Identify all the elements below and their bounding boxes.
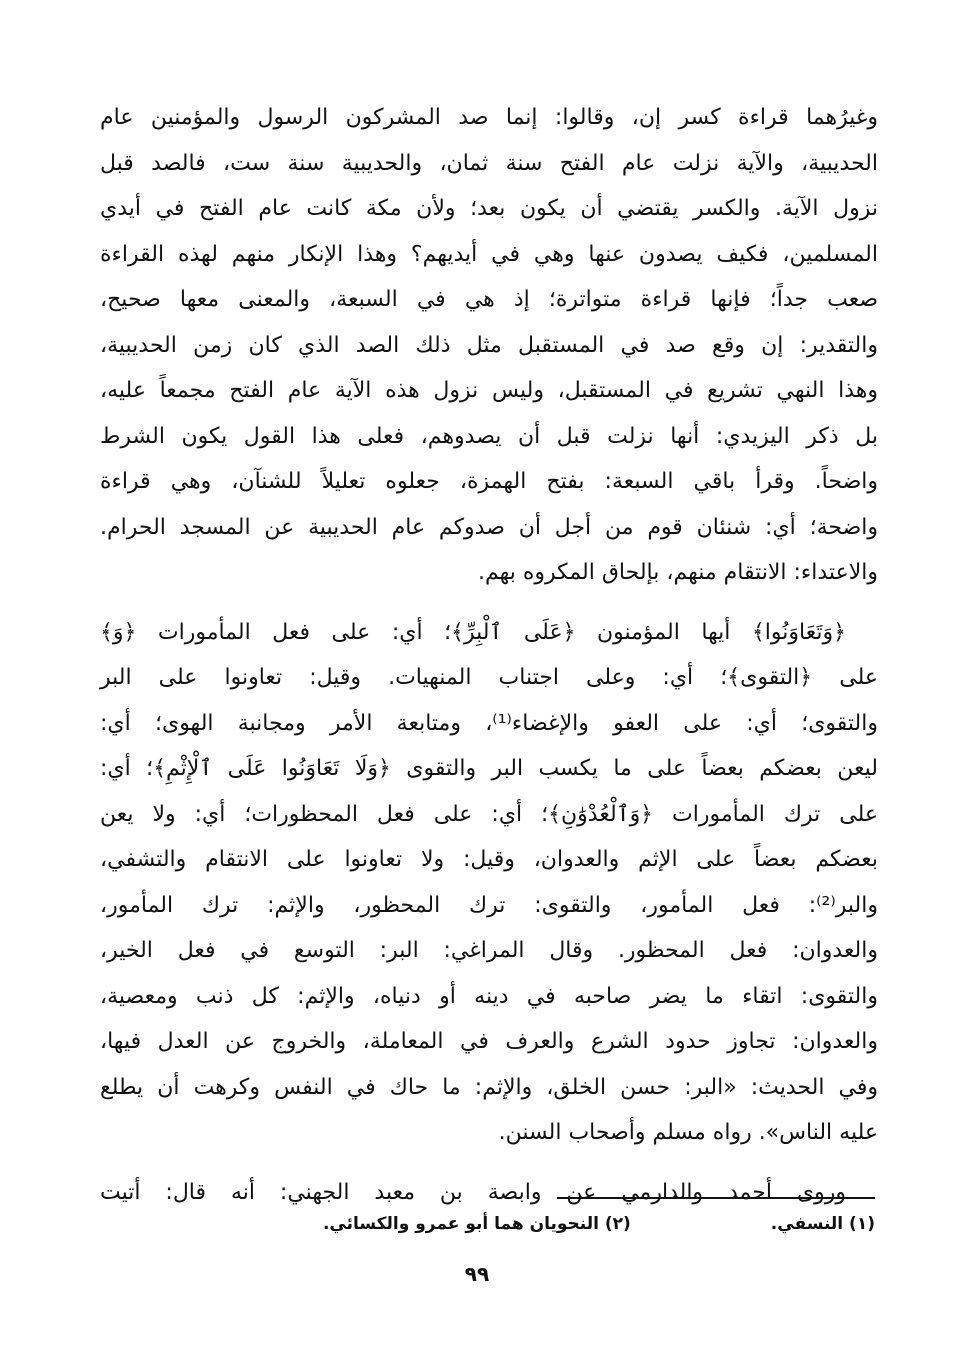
text-line: والعدوان: فعل المحظور. وقال المراغي: البر: التوسع في فعل الخير، [100, 938, 878, 963]
text-line: والتقدير: إن وقع صد في المستقبل مثل ذلك الصد الذي كان زمن الحديبية، [100, 332, 878, 358]
text-line: واضحة؛ أي: شنئان قوم من أجل أن صدوكم عام الحديبية عن المسجد الحرام. [100, 514, 878, 540]
text-line: وغيرُهما قراءة كسر إن، وقالوا: إنما صد المشركون الرسول والمؤمنين عام [100, 105, 878, 130]
text-line: بل ذكر اليزيدي: أنها نزلت قبل أن يصدوهم، فعلى هذا القول يكون الشرط [100, 423, 878, 449]
text-line: ﴿وَتَعَاوَنُوا﴾ أيها المؤمنون ﴿عَلَى ٱلْبِرِّ﴾؛ أي: على فعل المأمورات ﴿وَ﴾ [100, 619, 846, 645]
text-line: على ﴿التقوى﴾؛ أي: وعلى اجتناب المنهيات. وقيل: تعاونوا على البر [100, 665, 878, 690]
footnote-2: (٢) النحويان هما أبو عمرو والكسائي. [322, 1214, 631, 1234]
paragraph-2 [100, 610, 878, 1156]
text-line: والتقوى؛ أي: على العفو والإغضاء⁽¹⁾، ومتابعة الأمر ومجانبة الهوى؛ أي: [100, 710, 878, 736]
text-line: بعضكم بعضاً على الإثم والعدوان، وقيل: ولا تعاونوا على الانتقام والتشفي، [100, 847, 878, 872]
page-number: ٩٩ [464, 1262, 490, 1286]
text-line: وفي الحديث: «البر: حسن الخلق، والإثم: ما حاك في النفس وكرهت أن يطلع [100, 1074, 878, 1100]
text-line: ليعن بعضكم بعضاً على ما يكسب البر والتقوى ﴿وَلَا تَعَاوَنُوا عَلَى ٱلْإِثْمِ﴾؛ أي: [100, 756, 878, 781]
page-body [100, 95, 878, 1215]
footnote-1: (١) النسفي. [770, 1214, 875, 1234]
text-line: الحديبية، والآية نزلت عام الفتح سنة ثمان، والحديبية سنة ست، فالصد قبل [100, 150, 878, 176]
footnotes [130, 1214, 875, 1234]
text-line: والبر⁽²⁾: فعل المأمور، والتقوى: ترك المحظور، والإثم: ترك المأمور، [100, 892, 878, 918]
text-line: والاعتداء: الانتقام منهم، بإلحاق المكروه بهم. [478, 560, 878, 585]
footnote-divider [557, 1197, 875, 1199]
text-line: على ترك المأمورات ﴿وَٱلْعُدْوَٰنِ﴾؛ أي: على فعل المحظورات؛ أي: ولا يعن [100, 801, 878, 827]
text-line: وهذا النهي تشريع في المستقبل، وليس نزول هذه الآية عام الفتح مجمعاً عليه، [100, 378, 878, 403]
text-line: صعب جداً؛ فإنها قراءة متواترة؛ إذ هي في السبعة، والمعنى معها صحيح، [100, 287, 878, 312]
paragraph-3 [100, 1170, 878, 1216]
text-line: واضحاً. وقرأ باقي السبعة: بفتح الهمزة، جعلوه تعليلاً للشنآن، وهي قراءة [100, 469, 878, 494]
text-line: نزول الآية. والكسر يقتضي أن يكون بعد؛ ولأن مكة كانت عام الفتح في أيدي [100, 196, 878, 221]
paragraph-1 [100, 95, 878, 596]
text-line: والتقوى: اتقاء ما يضر صاحبه في دينه أو دنياه، والإثم: كل ذنب ومعصية، [100, 983, 878, 1009]
text-line: والعدوان: تجاوز حدود الشرع والعرف في المعاملة، والخروج عن العدل فيها، [100, 1029, 878, 1054]
text-line: عليه الناس». رواه مسلم وأصحاب السنن. [498, 1120, 878, 1145]
text-line: وروى أحمد والدارمي عن وابصة بن معبد الجهني: أنه قال: أتيت [100, 1179, 846, 1205]
text-line: المسلمين، فكيف يصدون عنها وهي في أيديهم؟ وهذا الإنكار منهم لهذه القراءة [100, 241, 878, 267]
